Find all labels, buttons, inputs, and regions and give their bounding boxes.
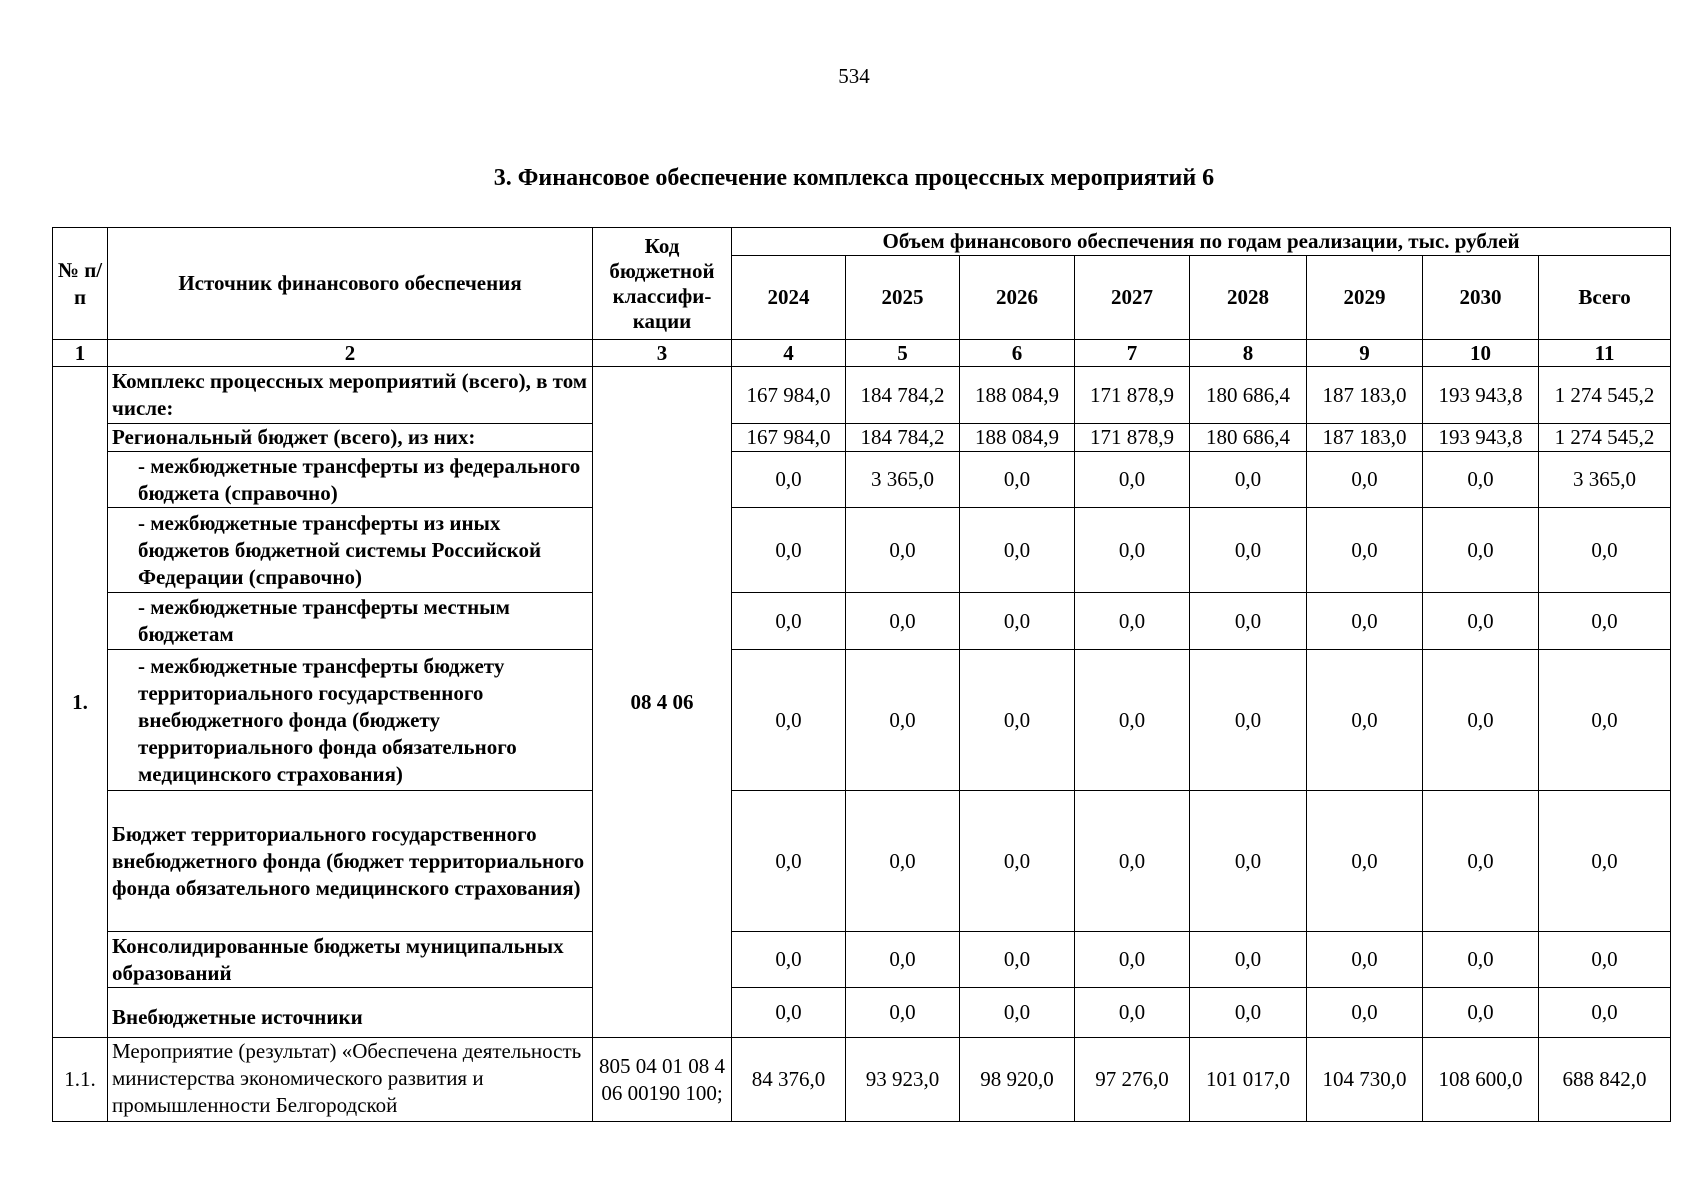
cell-total: 3 365,0: [1539, 452, 1671, 508]
row-source: - межбюджетные трансферты из федерального бюджета (справочно): [108, 452, 593, 508]
row-code: 805 04 01 08 4 06 00190 100;: [593, 1038, 732, 1122]
header-year: 2027: [1075, 256, 1190, 340]
cell-value: 0,0: [1190, 932, 1307, 988]
cell-value: 0,0: [846, 650, 960, 791]
cell-value: 108 600,0: [1423, 1038, 1539, 1122]
cell-value: 0,0: [1190, 593, 1307, 650]
header-total: Всего: [1539, 256, 1671, 340]
cell-value: 0,0: [960, 452, 1075, 508]
header-year: 2024: [732, 256, 846, 340]
cell-value: 187 183,0: [1307, 424, 1423, 452]
cell-value: 0,0: [846, 932, 960, 988]
cell-value: 0,0: [732, 791, 846, 932]
col-number: 9: [1307, 340, 1423, 367]
cell-value: 0,0: [1423, 452, 1539, 508]
cell-value: 171 878,9: [1075, 367, 1190, 424]
col-number: 7: [1075, 340, 1190, 367]
cell-value: 0,0: [732, 508, 846, 593]
column-numbers-row: [53, 340, 1671, 367]
row-source: Внебюджетные источники: [108, 988, 593, 1038]
row-source: Мероприятие (результат) «Обеспечена деятельность министерства экономического развития и промышленности Белгородской: [108, 1038, 593, 1122]
row-source: Комплекс процессных мероприятий (всего), в том числе:: [108, 367, 593, 424]
cell-value: 0,0: [1307, 650, 1423, 791]
table-row: [53, 932, 1671, 988]
table-row: [53, 508, 1671, 593]
cell-value: 0,0: [846, 791, 960, 932]
table-row: [53, 988, 1671, 1038]
cell-value: 0,0: [1423, 650, 1539, 791]
cell-total: 0,0: [1539, 791, 1671, 932]
cell-value: 0,0: [1423, 508, 1539, 593]
cell-value: 0,0: [1075, 988, 1190, 1038]
cell-total: 0,0: [1539, 650, 1671, 791]
header-year: 2028: [1190, 256, 1307, 340]
cell-value: 167 984,0: [732, 424, 846, 452]
cell-value: 0,0: [732, 932, 846, 988]
table-row: [53, 1038, 1671, 1122]
cell-value: 0,0: [960, 988, 1075, 1038]
cell-value: 193 943,8: [1423, 367, 1539, 424]
cell-value: 0,0: [732, 650, 846, 791]
cell-value: 193 943,8: [1423, 424, 1539, 452]
cell-value: 0,0: [960, 593, 1075, 650]
cell-value: 0,0: [1307, 452, 1423, 508]
cell-value: 180 686,4: [1190, 367, 1307, 424]
cell-value: 104 730,0: [1307, 1038, 1423, 1122]
row-code: 08 4 06: [593, 367, 732, 1038]
cell-value: 0,0: [732, 452, 846, 508]
row-index: 1.: [53, 367, 108, 1038]
header-row: [53, 228, 1671, 256]
cell-value: 0,0: [1307, 508, 1423, 593]
cell-value: 0,0: [1190, 508, 1307, 593]
table-row: [53, 791, 1671, 932]
cell-value: 0,0: [846, 508, 960, 593]
cell-value: 98 920,0: [960, 1038, 1075, 1122]
col-number: 10: [1423, 340, 1539, 367]
row-source: - межбюджетные трансферты местным бюджетам: [108, 593, 593, 650]
header-volume: Объем финансового обеспечения по годам реализации, тыс. рублей: [732, 228, 1671, 256]
cell-total: 1 274 545,2: [1539, 367, 1671, 424]
col-number: 1: [53, 340, 108, 367]
cell-value: 0,0: [1190, 452, 1307, 508]
cell-value: 188 084,9: [960, 367, 1075, 424]
cell-value: 3 365,0: [846, 452, 960, 508]
cell-value: 188 084,9: [960, 424, 1075, 452]
col-number: 4: [732, 340, 846, 367]
cell-value: 0,0: [1075, 508, 1190, 593]
page-number: 534: [838, 64, 870, 88]
header-num: № п/п: [53, 228, 108, 340]
cell-value: 0,0: [960, 791, 1075, 932]
col-number: 5: [846, 340, 960, 367]
col-number: 8: [1190, 340, 1307, 367]
cell-value: 0,0: [846, 988, 960, 1038]
col-number: 3: [593, 340, 732, 367]
col-number: 2: [108, 340, 593, 367]
cell-value: 0,0: [1075, 650, 1190, 791]
cell-total: 0,0: [1539, 508, 1671, 593]
table-row: [53, 452, 1671, 508]
header-year: 2026: [960, 256, 1075, 340]
table-row: [53, 650, 1671, 791]
cell-value: 0,0: [1307, 932, 1423, 988]
cell-value: 0,0: [1423, 791, 1539, 932]
cell-value: 0,0: [1307, 988, 1423, 1038]
header-year: 2029: [1307, 256, 1423, 340]
cell-value: 0,0: [960, 932, 1075, 988]
cell-value: 93 923,0: [846, 1038, 960, 1122]
cell-total: 0,0: [1539, 932, 1671, 988]
document-title: 3. Финансовое обеспечение комплекса процессных мероприятий 6: [493, 165, 1215, 191]
cell-value: 0,0: [1190, 791, 1307, 932]
cell-value: 0,0: [1075, 932, 1190, 988]
table-row: [53, 593, 1671, 650]
cell-value: 0,0: [1075, 452, 1190, 508]
cell-value: 84 376,0: [732, 1038, 846, 1122]
col-number: 11: [1539, 340, 1671, 367]
cell-value: 0,0: [732, 988, 846, 1038]
cell-value: 0,0: [1307, 593, 1423, 650]
cell-value: 0,0: [1075, 593, 1190, 650]
cell-value: 0,0: [732, 593, 846, 650]
cell-value: 180 686,4: [1190, 424, 1307, 452]
cell-total: 688 842,0: [1539, 1038, 1671, 1122]
cell-value: 0,0: [846, 593, 960, 650]
cell-value: 171 878,9: [1075, 424, 1190, 452]
cell-value: 0,0: [1075, 791, 1190, 932]
header-year: 2025: [846, 256, 960, 340]
cell-value: 187 183,0: [1307, 367, 1423, 424]
cell-value: 101 017,0: [1190, 1038, 1307, 1122]
header-code: Код бюджетной классифи-кации: [593, 228, 732, 340]
cell-value: 0,0: [960, 650, 1075, 791]
cell-value: 0,0: [1423, 593, 1539, 650]
cell-value: 0,0: [1423, 988, 1539, 1038]
cell-value: 0,0: [1423, 932, 1539, 988]
row-source: Бюджет территориального государственного внебюджетного фонда (бюджет территориального фонда обязательного медицинского страхования): [108, 791, 593, 932]
row-source: Консолидированные бюджеты муниципальных образований: [108, 932, 593, 988]
financial-table: [52, 227, 1671, 1122]
cell-value: 0,0: [1190, 650, 1307, 791]
cell-total: 1 274 545,2: [1539, 424, 1671, 452]
col-number: 6: [960, 340, 1075, 367]
header-year: 2030: [1423, 256, 1539, 340]
cell-value: 0,0: [960, 508, 1075, 593]
table-row: [53, 424, 1671, 452]
row-index: 1.1.: [53, 1038, 108, 1122]
cell-value: 0,0: [1190, 988, 1307, 1038]
row-source: - межбюджетные трансферты из иных бюджетов бюджетной системы Российской Федерации (справочно): [108, 508, 593, 593]
cell-value: 184 784,2: [846, 424, 960, 452]
cell-total: 0,0: [1539, 593, 1671, 650]
table-row: [53, 367, 1671, 424]
row-source: Региональный бюджет (всего), из них:: [108, 424, 593, 452]
cell-total: 0,0: [1539, 988, 1671, 1038]
cell-value: 167 984,0: [732, 367, 846, 424]
row-source: - межбюджетные трансферты бюджету территориального государственного внебюджетного фонда (бюджету территориального фонда обязательного медицинского страхования): [108, 650, 593, 791]
cell-value: 184 784,2: [846, 367, 960, 424]
header-source: Источник финансового обеспечения: [108, 228, 593, 340]
cell-value: 97 276,0: [1075, 1038, 1190, 1122]
cell-value: 0,0: [1307, 791, 1423, 932]
